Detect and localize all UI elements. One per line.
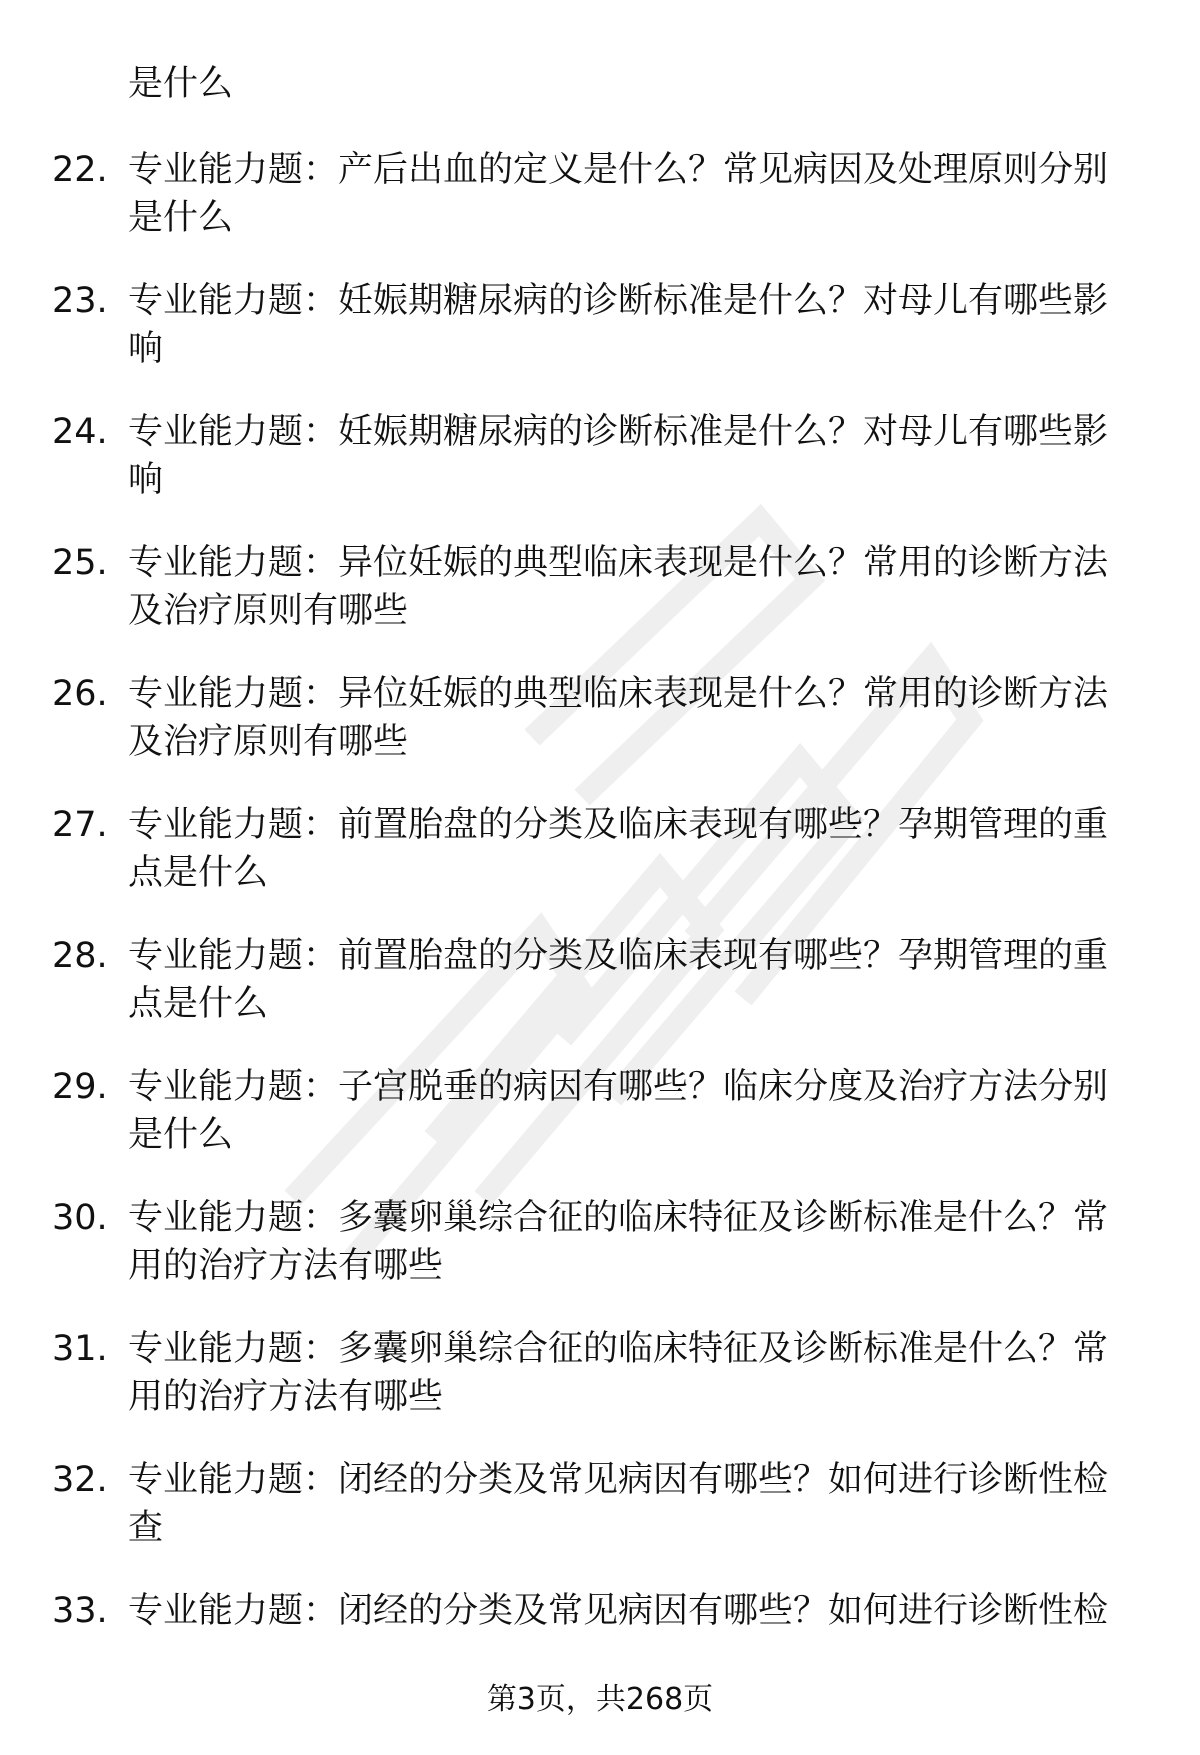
question-text: 专业能力题：多囊卵巢综合征的临床特征及诊断标准是什么？常用的治疗方法有哪些: [128, 1329, 1109, 1417]
question-text: 专业能力题：异位妊娠的典型临床表现是什么？常用的诊断方法及治疗原则有哪些: [128, 543, 1109, 631]
question-number: 26.: [52, 674, 108, 714]
page-footer: [0, 1680, 1200, 1720]
question-item: [0, 1456, 1200, 1587]
question-text: 专业能力题：前置胎盘的分类及临床表现有哪些？孕期管理的重点是什么: [128, 936, 1109, 1024]
question-text: 专业能力题：妊娠期糖尿病的诊断标准是什么？对母儿有哪些影响: [128, 281, 1109, 369]
question-number: 25.: [52, 543, 108, 583]
question-item: [0, 932, 1200, 1063]
question-item: [0, 670, 1200, 801]
question-number: 30.: [52, 1198, 108, 1238]
question-number: 32.: [52, 1460, 108, 1500]
question-number: 22.: [52, 150, 108, 190]
question-number: 29.: [52, 1067, 108, 1107]
question-text: 专业能力题：前置胎盘的分类及临床表现有哪些？孕期管理的重点是什么: [128, 805, 1109, 893]
question-item: [0, 539, 1200, 670]
question-item: [0, 408, 1200, 539]
question-text: 专业能力题：妊娠期糖尿病的诊断标准是什么？对母儿有哪些影响: [128, 412, 1109, 500]
question-item: [0, 1325, 1200, 1456]
question-text: 专业能力题：多囊卵巢综合征的临床特征及诊断标准是什么？常用的治疗方法有哪些: [128, 1198, 1109, 1286]
question-text: 专业能力题：子宫脱垂的病因有哪些？临床分度及治疗方法分别是什么: [128, 1067, 1109, 1155]
question-item: [0, 1063, 1200, 1194]
question-item: [0, 277, 1200, 408]
continuation-text: 是什么: [128, 64, 234, 104]
page-indicator: 第3页，共268页: [486, 1682, 714, 1717]
question-number: 33.: [52, 1591, 108, 1631]
question-item: [0, 1194, 1200, 1325]
question-text: 专业能力题：闭经的分类及常见病因有哪些？如何进行诊断性检: [128, 1591, 1109, 1631]
question-number: 27.: [52, 805, 108, 845]
question-text: 专业能力题：异位妊娠的典型临床表现是什么？常用的诊断方法及治疗原则有哪些: [128, 674, 1109, 762]
question-item: [0, 146, 1200, 277]
question-text: 专业能力题：产后出血的定义是什么？常见病因及处理原则分别是什么: [128, 150, 1109, 238]
question-number: 23.: [52, 281, 108, 321]
question-list: [0, 146, 1200, 1718]
question-text: 专业能力题：闭经的分类及常见病因有哪些？如何进行诊断性检查: [128, 1460, 1109, 1548]
question-number: 31.: [52, 1329, 108, 1369]
question-number: 24.: [52, 412, 108, 452]
question-number: 28.: [52, 936, 108, 976]
question-item: [0, 801, 1200, 932]
